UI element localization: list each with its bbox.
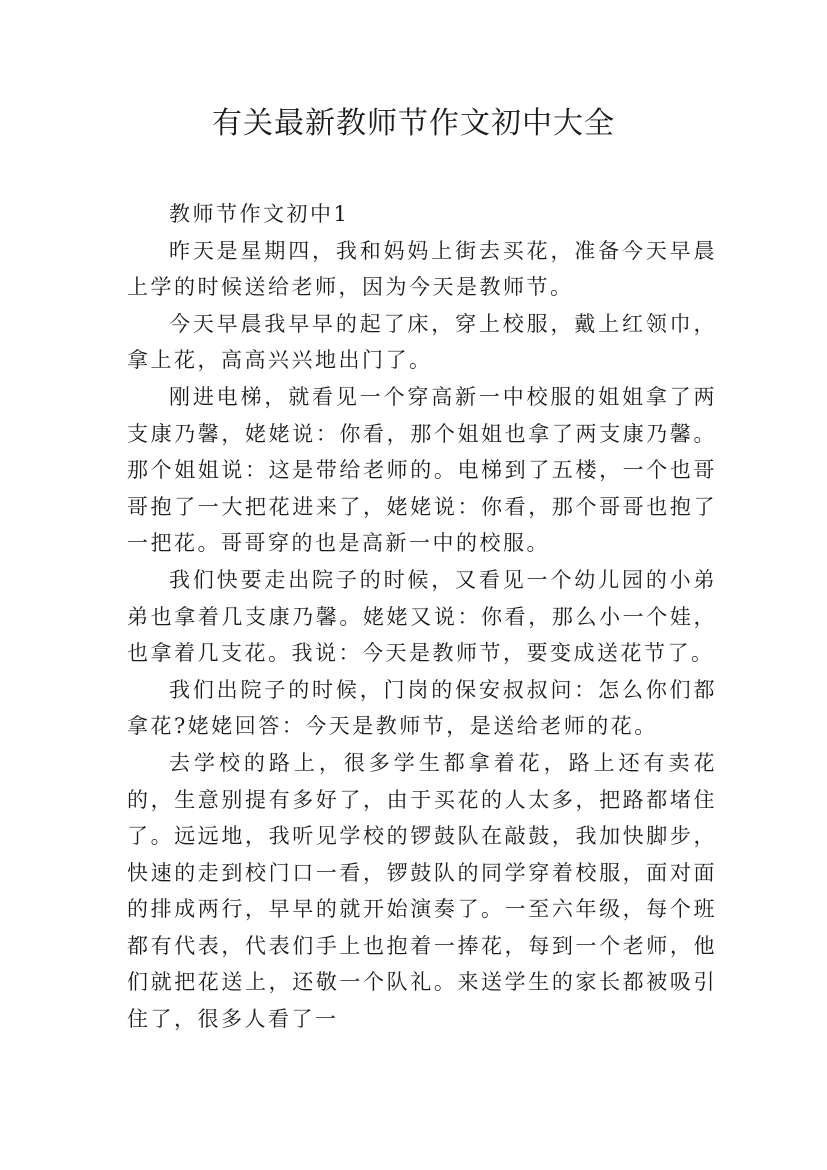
paragraph: 今天早晨我早早的起了床，穿上校服，戴上红领巾，拿上花，高高兴兴地出门了。	[127, 311, 717, 373]
paragraph: 我们出院子的时候，门岗的保安叔叔问：怎么你们都拿花?姥姥回答：今天是教师节，是送给老师的花。	[127, 677, 717, 739]
paragraph: 昨天是星期四，我和妈妈上街去买花，准备今天早晨上学的时候送给老师，因为今天是教师节。	[127, 238, 717, 300]
document-title: 有关最新教师节作文初中大全	[212, 106, 615, 141]
document-body	[127, 196, 717, 1038]
paragraph: 刚进电梯，就看见一个穿高新一中校服的姐姐拿了两支康乃馨，姥姥说：你看，那个姐姐也拿了两支康乃馨。那个姐姐说：这是带给老师的。电梯到了五楼，一个也哥哥抱了一大把花进来了，姥姥说：你看，那个哥哥也抱了一把花。哥哥穿的也是高新一中的校服。	[127, 384, 717, 556]
paragraph: 去学校的路上，很多学生都拿着花，路上还有卖花的，生意别提有多好了，由于买花的人太多，把路都堵住了。远远地，我听见学校的锣鼓队在敲鼓，我加快脚步，快速的走到校门口一看，锣鼓队的同学穿着校服，面对面的排成两行，早早的就开始演奏了。一至六年级，每个班都有代表，代表们手上也抱着一捧花，每到一个老师，他们就把花送上，还敬一个队礼。来送学生的家长都被吸引住了，很多人看了一	[127, 750, 717, 1032]
paragraph-heading: 教师节作文初中1	[169, 202, 350, 226]
paragraph: 我们快要走出院子的时候，又看见一个幼儿园的小弟弟也拿着几支康乃馨。姥姥又说：你看，那么小一个娃，也拿着几支花。我说：今天是教师节，要变成送花节了。	[127, 567, 717, 666]
